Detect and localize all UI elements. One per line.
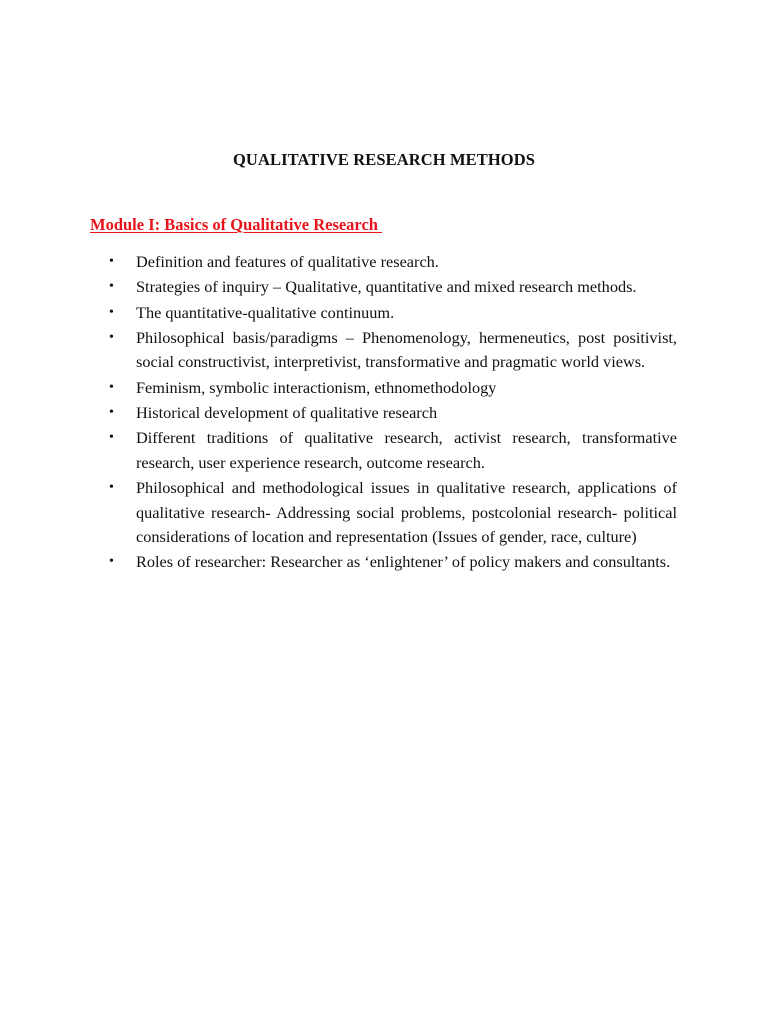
list-item: [109, 401, 677, 426]
list-item: [109, 275, 677, 300]
list-item-text: Philosophical basis/paradigms – Phenomenology, hermeneutics, post positivist, social constructivist, interpretivist, transformative and pragmatic world views.: [136, 327, 677, 372]
bullet-icon: •: [109, 554, 114, 570]
list-item: [109, 550, 677, 575]
bullet-icon: •: [109, 404, 114, 420]
list-item: [109, 326, 677, 375]
page-title: QUALITATIVE RESEARCH METHODS: [233, 150, 535, 169]
list-item-text: Strategies of inquiry – Qualitative, quantitative and mixed research methods.: [136, 277, 637, 297]
list-item: [109, 426, 677, 475]
list-item: [109, 376, 677, 401]
bullet-icon: •: [109, 304, 114, 320]
bullet-icon: •: [109, 329, 114, 345]
list-item-text: Historical development of qualitative research: [136, 402, 438, 422]
bullet-icon: •: [109, 480, 114, 496]
list-item-text: The quantitative-qualitative continuum.: [136, 302, 395, 322]
list-item-text: Definition and features of qualitative research.: [136, 252, 439, 271]
list-item-text: Philosophical and methodological issues in qualitative research, applications of qualitative research- Addressing social problems, postcolonial research- political considerations of location and representation (Issues of gender, race, culture): [136, 478, 677, 547]
module-heading: Module I: Basics of Qualitative Research: [90, 215, 383, 234]
list-item: [109, 250, 677, 275]
bullet-icon: •: [109, 254, 114, 269]
bullet-icon: •: [109, 379, 114, 395]
list-item-text: Different traditions of qualitative research, activist research, transformative research, user experience research, outcome research.: [136, 428, 677, 472]
list-item: [109, 476, 677, 550]
bullet-icon: •: [109, 430, 114, 446]
list-item: [109, 301, 677, 326]
list-item-text: Feminism, symbolic interactionism, ethnomethodology: [136, 377, 497, 397]
list-item-text: Roles of researcher: Researcher as ‘enlightener’ of policy makers and consultants.: [136, 552, 671, 572]
topic-list: [109, 250, 677, 576]
bullet-icon: •: [109, 279, 114, 295]
